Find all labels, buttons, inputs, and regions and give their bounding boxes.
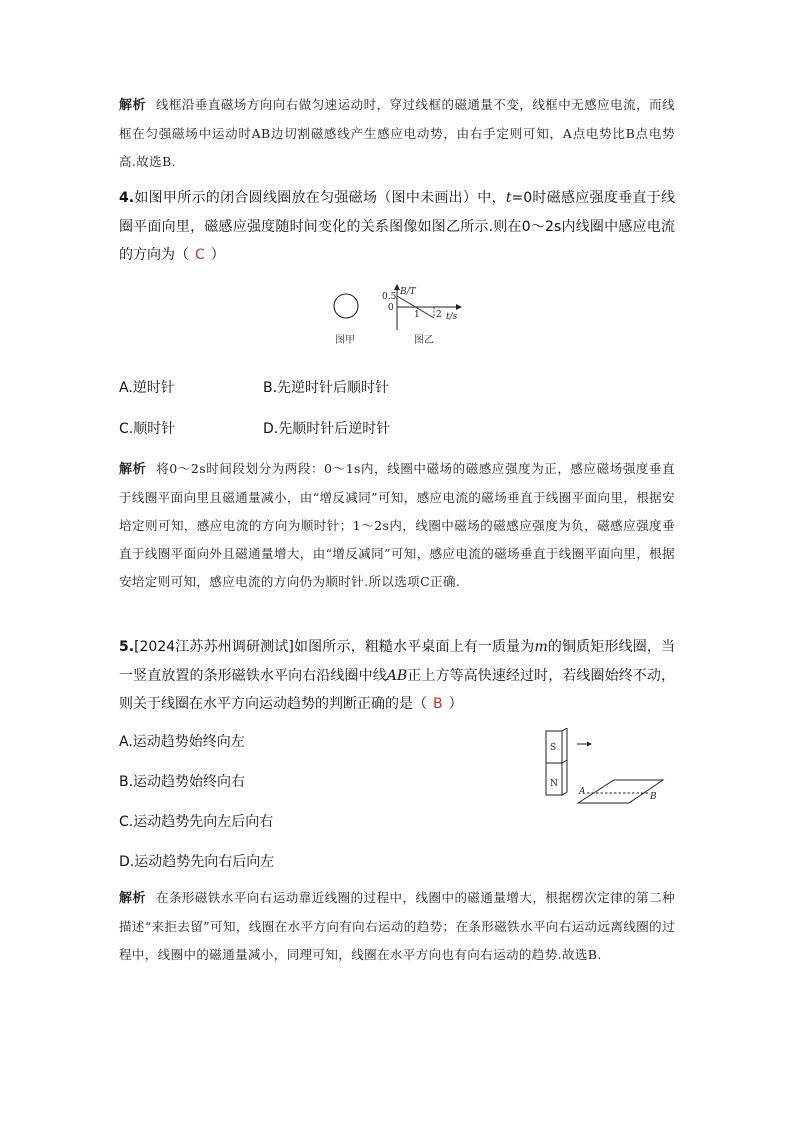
y-tick-label: 0.5 — [382, 292, 397, 302]
coil-circle — [334, 294, 358, 318]
option-a: A.运动趋势始终向左 — [119, 734, 245, 750]
explanation-text: 将0～2s时间段划分为两段：0～1s内，线圈中磁场的磁感应强度为正，感应磁场强度垂直于线圈平面向里且磁通量减小，由“增反减同”可知，感应电流的磁场垂直于线圈平面向里，根据安培定则可知，感应电流的方向为顺时针；1～2s内，线圈中磁场的磁感应强度为负，磁感应强度垂直于线圈平面向外且磁通量增大，由“增反减同”可知，感应电流的磁场垂直于线圈平面向里，根据安培定则可知，感应电流的方向仍为顺时针.所以选项C正确. — [119, 461, 675, 589]
var-t: t — [505, 190, 512, 206]
x-tick-1: 1 — [414, 310, 420, 320]
option-d: D.先顺时针后逆时针 — [263, 421, 391, 437]
figure-circle — [328, 286, 368, 348]
explanation-tag: 解析 — [119, 891, 146, 906]
option-b: B.先逆时针后顺时针 — [263, 380, 390, 396]
explanation-q4 — [119, 455, 675, 596]
pole-s-label: S — [550, 743, 557, 753]
answer-mark: C — [195, 247, 205, 263]
explanation-q3 — [119, 91, 675, 176]
explanation-text: 线框沿垂直磁场方向向右做匀速运动时，穿过线框的磁通量不变，线框中无感应电流，而线框在匀强磁场中运动时AB边切割磁感线产生感应电动势，由右手定则可知，A点电势比B点电势高.故选B. — [119, 97, 675, 169]
option-b: B.运动趋势始终向右 — [119, 774, 246, 790]
x-axis-arrow — [456, 304, 462, 310]
option-d: D.运动趋势先向右后向左 — [119, 854, 275, 870]
y-axis-label: B/T — [400, 287, 416, 297]
question-number: 4. — [119, 190, 135, 206]
figure-label-a: 图甲 — [335, 335, 355, 346]
explanation-tag: 解析 — [119, 98, 146, 113]
figure-label-b: 图乙 — [414, 335, 434, 346]
point-a-label: A — [579, 787, 586, 797]
motion-arrow-head — [587, 742, 592, 747]
bracket-close: ） — [210, 247, 225, 263]
question-text: 的铜质矩形线圈，当一竖直放置的条形磁铁水平向右沿线圈中线 — [119, 639, 675, 684]
bracket-close: ） — [448, 696, 463, 712]
question-4 — [119, 184, 675, 270]
figure-graph — [378, 282, 468, 348]
answer-mark: B — [433, 696, 443, 712]
x-axis-label: t/s — [446, 312, 458, 322]
explanation-tag: 解析 — [119, 462, 147, 477]
question-text: =0时磁感应强度垂直于线圈平面向里，磁感应强度随时间变化的关系图像如图乙所示.则在0～2s内线圈中感应电流的方向为（ — [119, 190, 676, 263]
question-text: 如图甲所示的闭合圆线圈放在匀强磁场（图中未画出）中， — [134, 190, 506, 206]
var-ab: AB — [386, 667, 408, 684]
question-text: [2024江苏苏州调研测试]如图所示，粗糙水平桌面上有一质量为 — [134, 639, 535, 655]
question-number: 5. — [119, 639, 135, 655]
x-tick-2: 2 — [436, 310, 442, 320]
pole-n-label: N — [550, 779, 558, 789]
option-c: C.顺时针 — [119, 421, 176, 437]
origin-label: 0 — [388, 303, 394, 313]
figure-magnet-coil — [535, 728, 667, 804]
option-c: C.运动趋势先向左后向右 — [119, 814, 274, 830]
question-5 — [119, 633, 675, 719]
explanation-text: 在条形磁铁水平向右运动靠近线圈的过程中，线圈中的磁通量增大，根据楞次定律的第二种描述“来拒去留”可知，线圈在水平方向有向右运动的趋势；在条形磁铁水平向右运动远离线圈的过程中，线圈中的磁通量减小，同理可知，线圈在水平方向也有向右运动的趋势.故选B. — [119, 890, 675, 962]
var-m: m — [534, 639, 548, 655]
question-text: 正上方等高快速经过时，若线圈始终不动，则关于线圈在水平方向运动趋势的判断正确的是（ — [119, 667, 675, 712]
option-a: A.逆时针 — [119, 380, 175, 396]
explanation-q5 — [119, 884, 675, 969]
point-b-label: B — [650, 792, 657, 802]
